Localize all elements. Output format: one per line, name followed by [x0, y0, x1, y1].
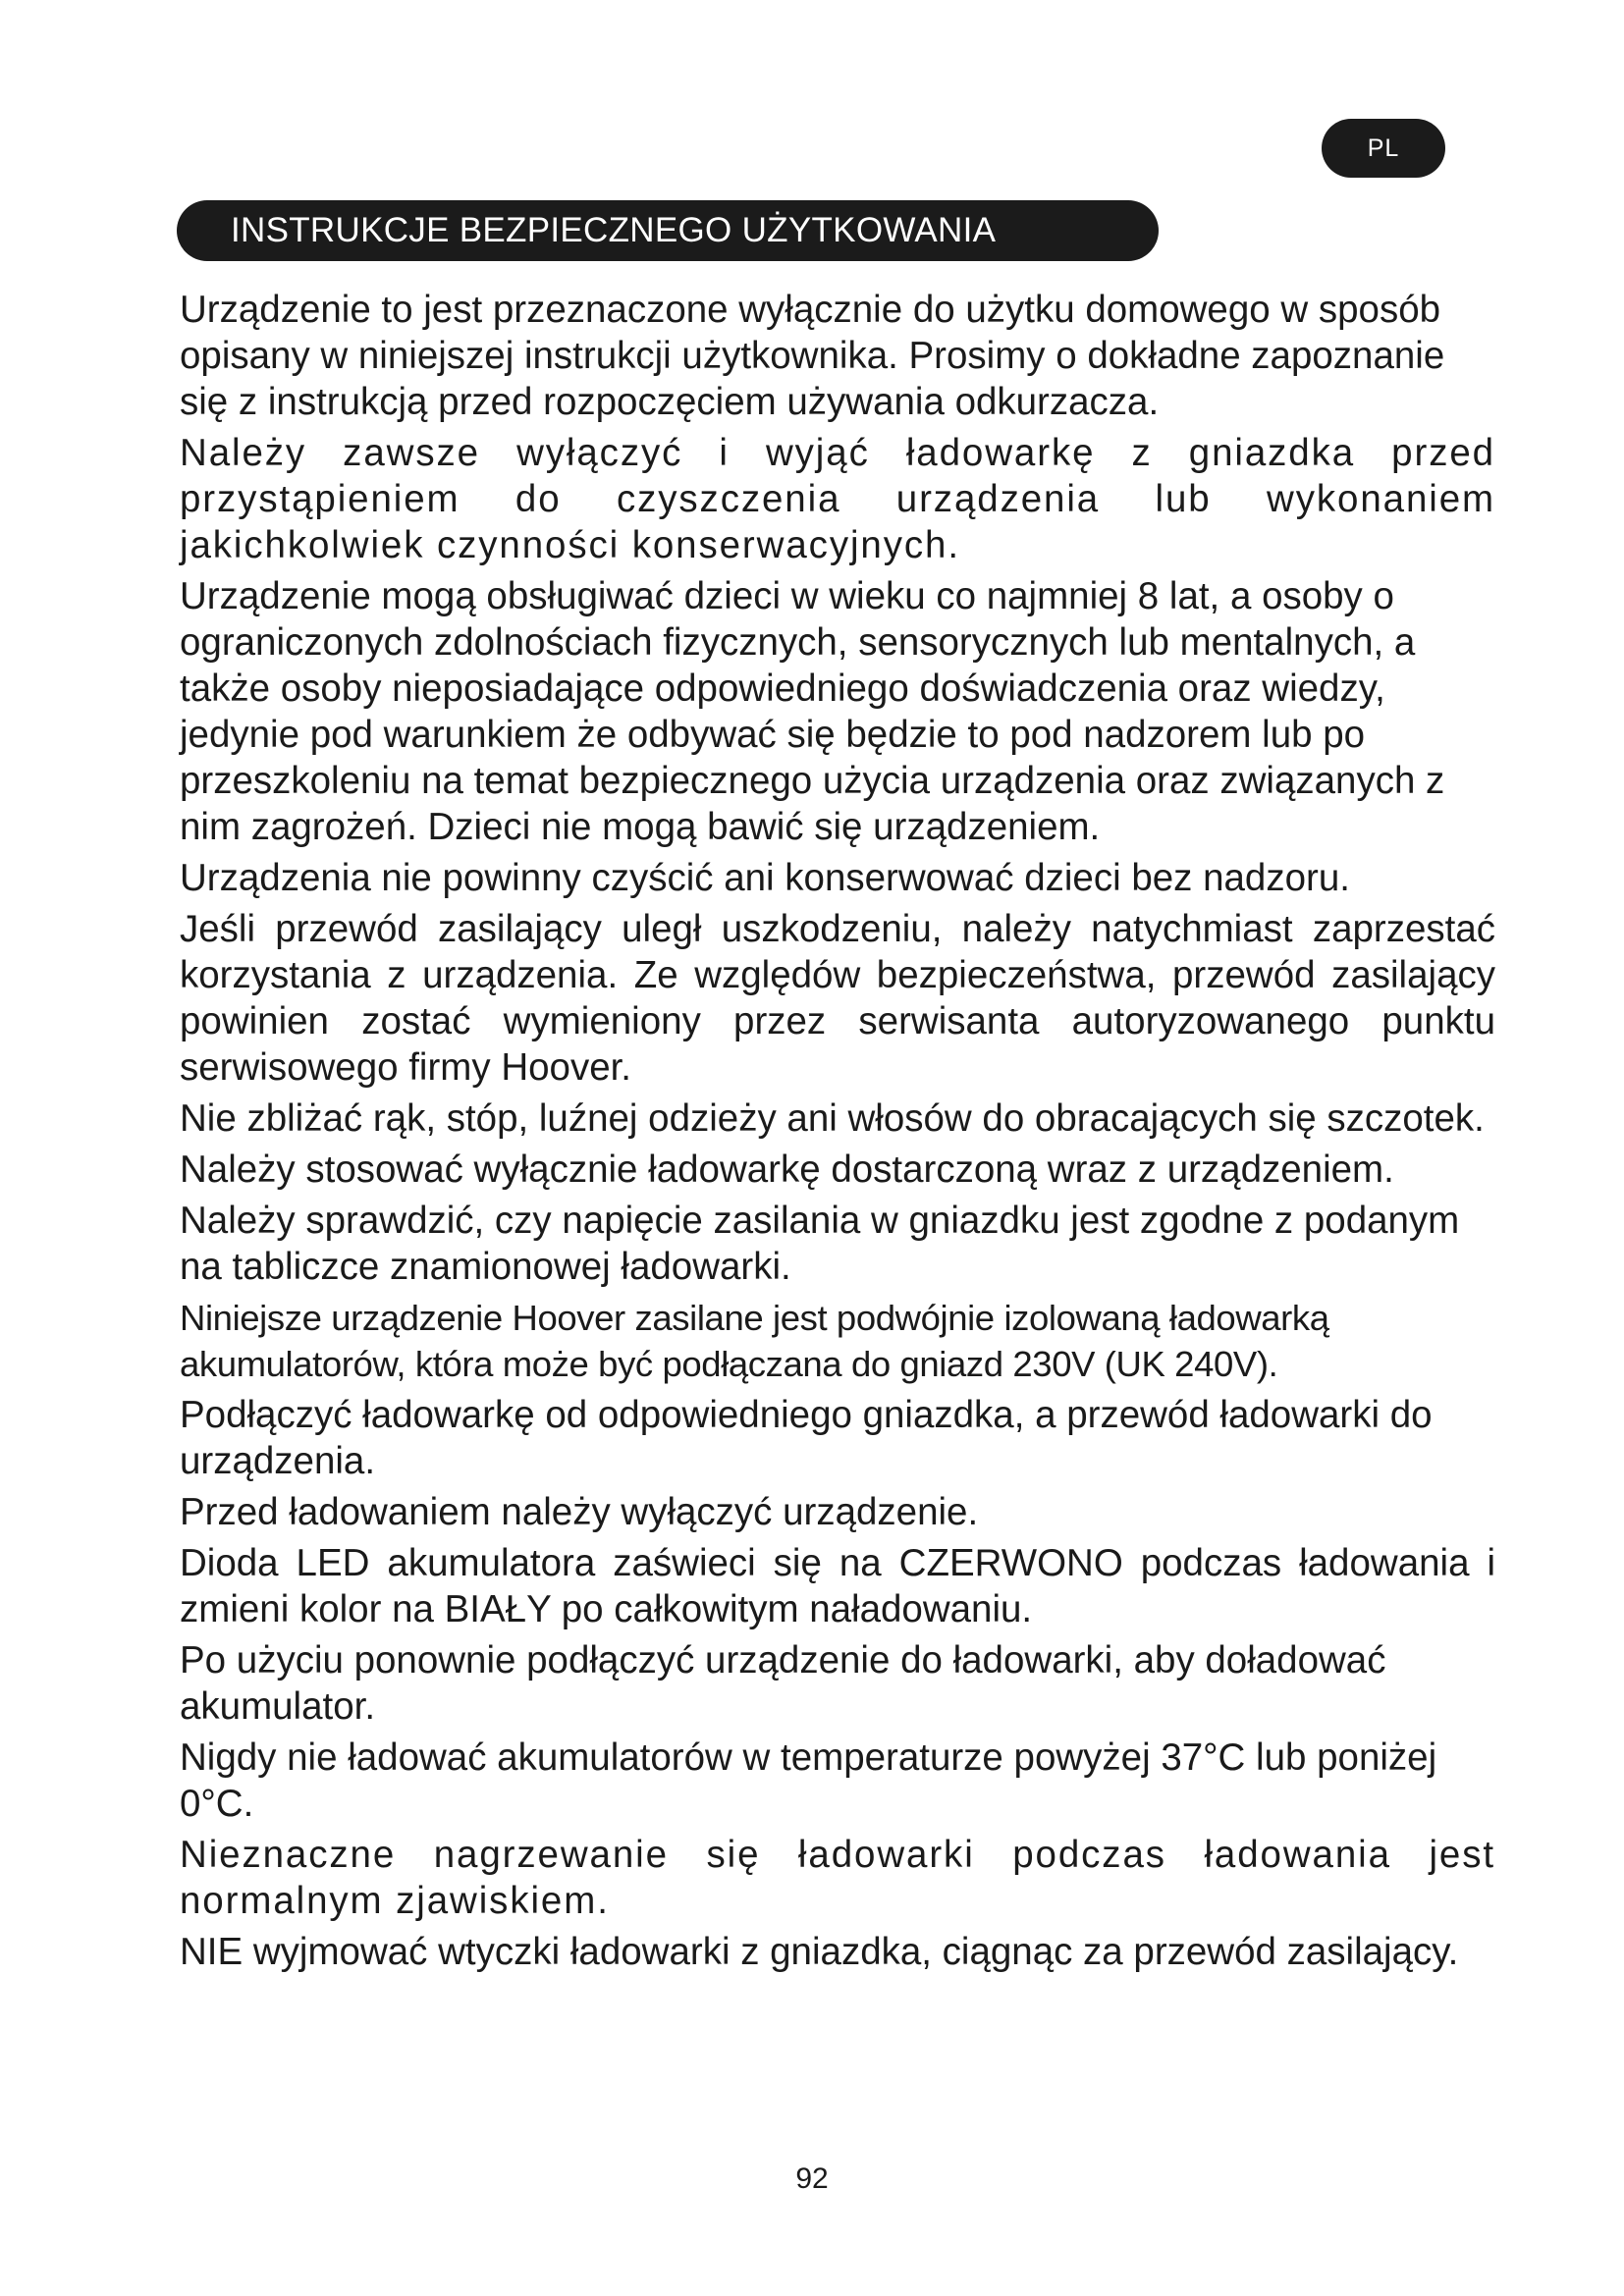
paragraph-recharge-after-use: Po użyciu ponownie podłączyć urządzenie do ładowarki, aby doładować akumulator. [180, 1639, 1386, 1728]
paragraph-children-cleaning: Urządzenia nie powinny czyścić ani konserwować dzieci bez nadzoru. [180, 857, 1350, 899]
paragraph-unplug-before-cleaning: Należy zawsze wyłączyć i wyjąć ładowarkę z gniazdka przed przystąpieniem do czyszczenia urządzenia lub wykonaniem jakichkolwiek czynności konserwacyjnych. [180, 432, 1495, 566]
paragraph-do-not-pull-cord: NIE wyjmować wtyczki ładowarki z gniazdka, ciągnąc za przewód zasilający. [180, 1931, 1459, 1973]
paragraph-charger-warming: Nieznaczne nagrzewanie się ładowarki podczas ładowania jest normalnym zjawiskiem. [180, 1834, 1495, 1922]
page-number: 92 [795, 2163, 829, 2195]
safety-instructions-body [180, 287, 1495, 1980]
paragraph-double-insulated-charger: Niniejsze urządzenie Hoover zasilane jest podwójnie izolowaną ładowarką akumulatorów, która może być podłączana do gniazd 230V (UK 240V). [180, 1298, 1329, 1384]
paragraph-damaged-cord: Jeśli przewód zasilający uległ uszkodzeniu, należy natychmiast zaprzestać korzystania z urządzenia. Ze względów bezpieczeństwa, przewód zasilający powinien zostać wymieniony przez serwisanta autoryzowanego punktu serwisowego firmy Hoover. [180, 908, 1495, 1089]
paragraph-children-and-persons: Urządzenie mogą obsługiwać dzieci w wieku co najmniej 8 lat, a osoby o ograniczonych zdolnościach fizycznych, sensorycznych lub mentalnych, a także osoby nieposiadające odpowiedniego doświadczenia oraz wiedzy, jedynie pod warunkiem że odbywać się będzie to pod nadzorem lub po przeszkoleniu na temat bezpiecznego użycia urządzenia oraz związanych z nim zagrożeń. Dzieci nie mogą bawić się urządzeniem. [180, 575, 1445, 848]
paragraph-battery-led: Dioda LED akumulatora zaświeci się na CZERWONO podczas ładowania i zmieni kolor na BIAŁY po całkowitym naładowaniu. [180, 1542, 1495, 1630]
paragraph-voltage-check: Należy sprawdzić, czy napięcie zasilania w gniazdku jest zgodne z podanym na tabliczce znamionowej ładowarki. [180, 1200, 1460, 1288]
language-badge: PL [1322, 119, 1445, 178]
paragraph-connect-charger: Podłączyć ładowarkę od odpowiedniego gniazdka, a przewód ładowarki do urządzenia. [180, 1394, 1433, 1482]
paragraph-charging-temperature: Nigdy nie ładować akumulatorów w temperaturze powyżej 37°C lub poniżej 0°C. [180, 1736, 1437, 1825]
paragraph-supplied-charger: Należy stosować wyłącznie ładowarkę dostarczoną wraz z urządzeniem. [180, 1148, 1394, 1191]
section-title: INSTRUKCJE BEZPIECZNEGO UŻYTKOWANIA [177, 200, 1159, 261]
paragraph-switch-off-before-charging: Przed ładowaniem należy wyłączyć urządzenie. [180, 1491, 979, 1533]
paragraph-intended-use: Urządzenie to jest przeznaczone wyłącznie do użytku domowego w sposób opisany w niniejszej instrukcji użytkownika. Prosimy o dokładne zapoznanie się z instrukcją przed rozpoczęciem używania odkurzacza. [180, 289, 1445, 423]
paragraph-rotating-brushes: Nie zbliżać rąk, stóp, luźnej odzieży ani włosów do obracających się szczotek. [180, 1097, 1485, 1140]
